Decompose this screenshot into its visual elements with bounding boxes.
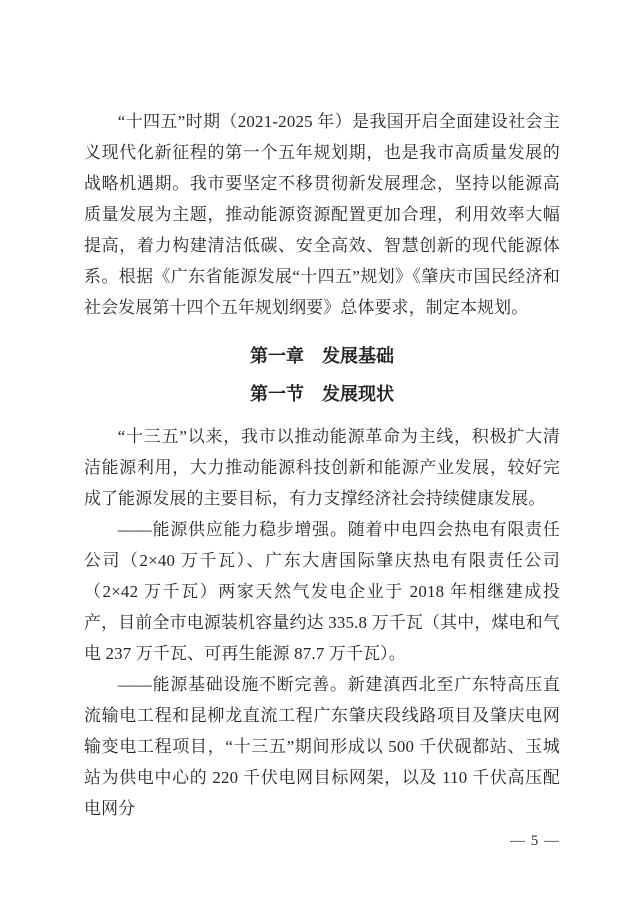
- energy-infrastructure-paragraph: ——能源基础设施不断完善。新建滇西北至广东特高压直流输电工程和昆柳龙直流工程广东肇庆段线路项目及肇庆电网输变电工程项目，“十三五”期间形成以 500 千伏砚都站、玉城站为供电中心的 220 千伏电网目标网架，以及 110 千伏高压配电网分: [84, 675, 560, 818]
- page-number: — 5 —: [510, 833, 560, 849]
- status-paragraph: “十三五”以来，我市以推动能源革命为主线，积极扩大清洁能源利用，大力推动能源科技创新和能源产业发展，较好完成了能源发展的主要目标，有力支撑经济社会持续健康发展。: [84, 427, 560, 508]
- intro-paragraph: “十四五”时期（2021-2025 年）是我国开启全面建设社会主义现代化新征程的第一个五年规划期，也是我市高质量发展的战略机遇期。我市要坚定不移贯彻新发展理念，坚持以能源高质量发展为主题，推动能源资源配置更加合理，利用效率大幅提高，着力构建清洁低碳、安全高效、智慧创新的现代能源体系。根据《广东省能源发展“十四五”规划》《肇庆市国民经济和社会发展第十四个五年规划纲要》总体要求，制定本规划。: [84, 112, 560, 317]
- section-heading: 第一节 发展现状: [250, 384, 394, 404]
- energy-supply-paragraph: ——能源供应能力稳步增强。随着中电四会热电有限责任公司（2×40 万千瓦）、广东大唐国际肇庆热电有限责任公司（2×42 万千瓦）两家天然气发电企业于 2018 年相继建成投产，目前全市电源装机容量约达 335.8 万千瓦（其中，煤电和气电 237 万千瓦、可再生能源 87.7 万千瓦）。: [84, 520, 560, 663]
- chapter-heading: 第一章 发展基础: [250, 346, 394, 366]
- document-page: [84, 106, 560, 852]
